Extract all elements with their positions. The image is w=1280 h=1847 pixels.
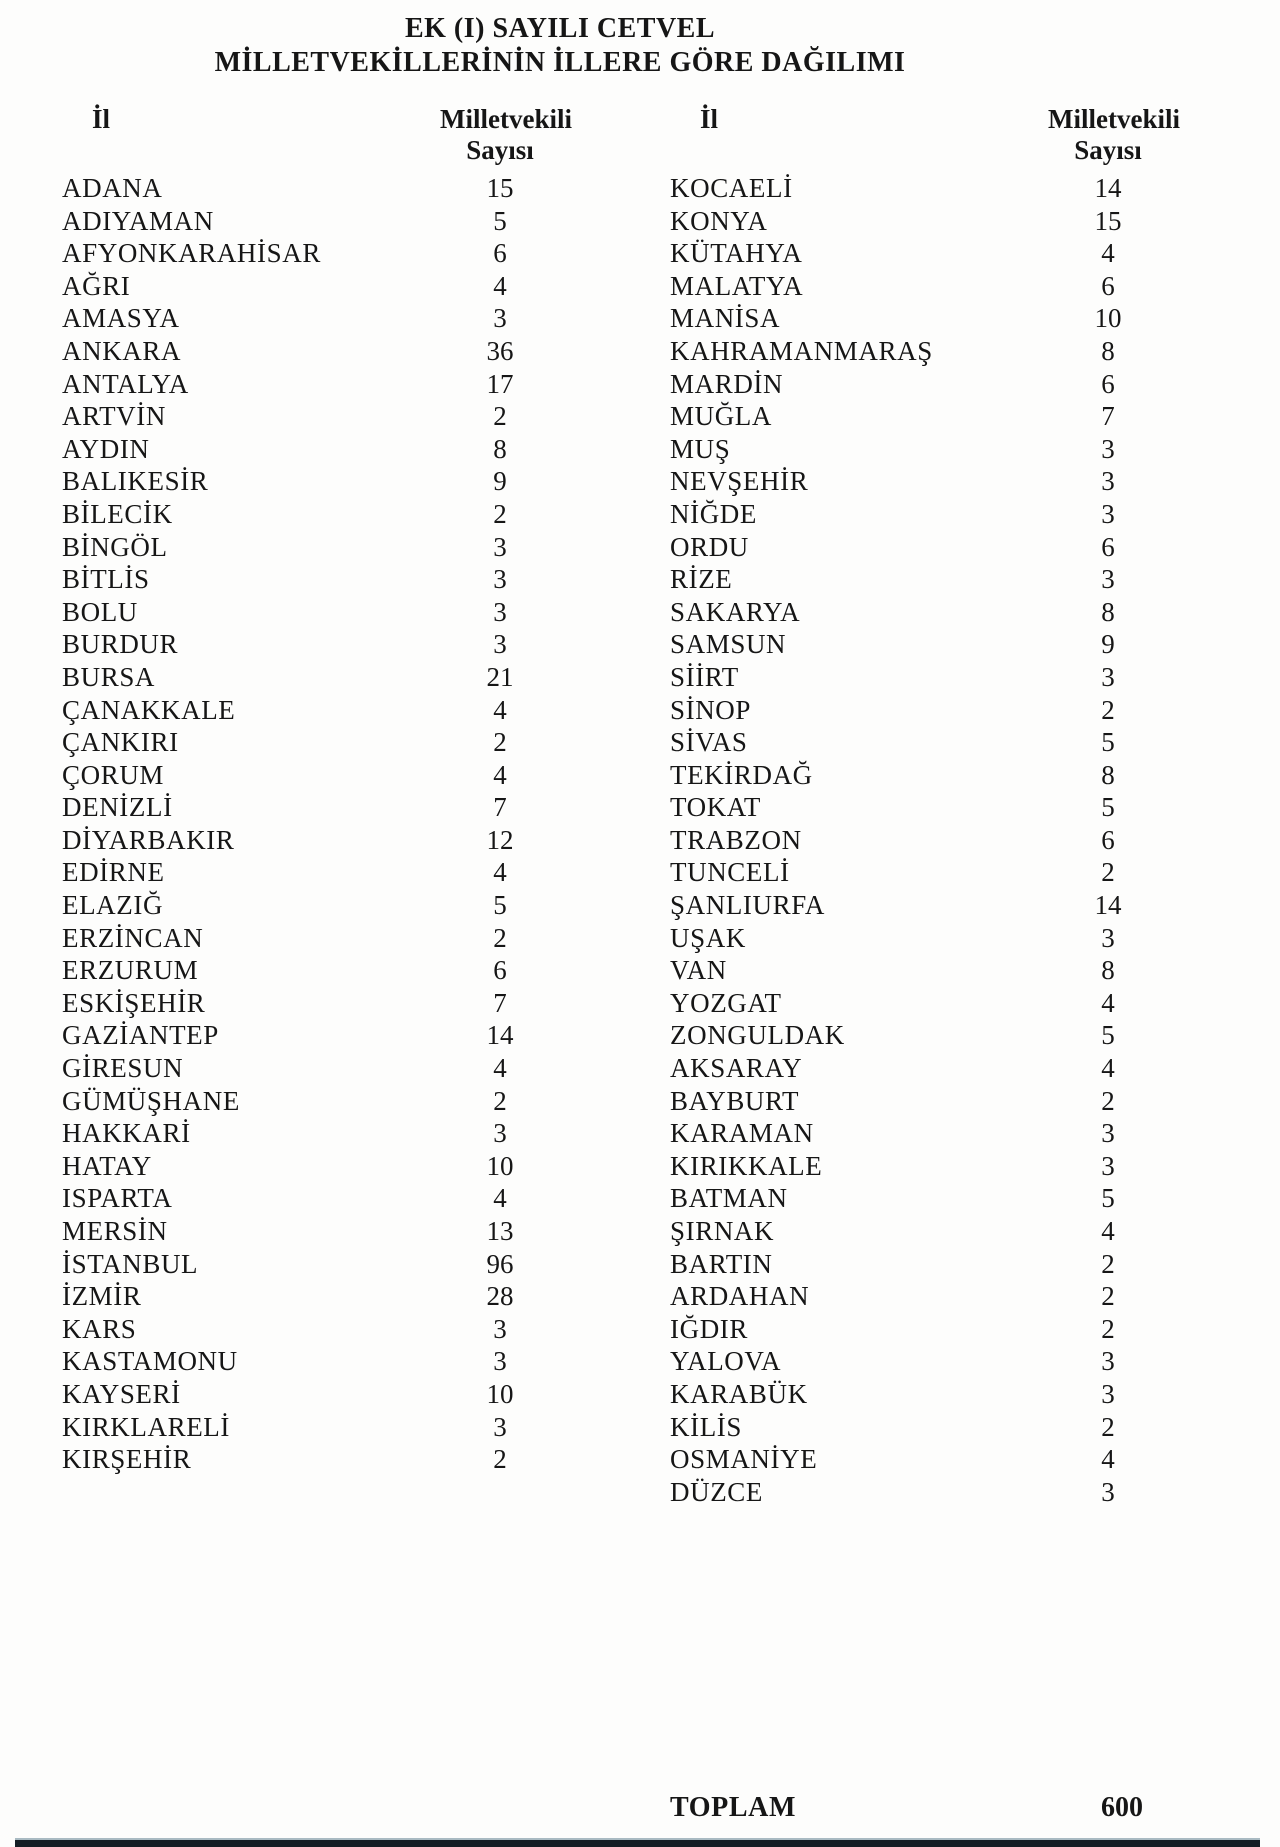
province-name: ÇANKIRI bbox=[62, 727, 179, 758]
table-row bbox=[62, 1443, 562, 1476]
province-name: DİYARBAKIR bbox=[62, 824, 235, 855]
province-name: ESKİŞEHİR bbox=[62, 987, 206, 1018]
mp-count: 3 bbox=[1101, 1476, 1115, 1507]
province-name: BATMAN bbox=[670, 1183, 788, 1214]
mp-count: 4 bbox=[493, 759, 507, 790]
mp-count: 2 bbox=[1101, 1281, 1115, 1312]
table-row bbox=[670, 954, 1170, 987]
province-name: RİZE bbox=[670, 564, 733, 595]
mp-count: 3 bbox=[493, 531, 507, 562]
table-row bbox=[670, 1345, 1170, 1378]
province-name: BARTIN bbox=[670, 1248, 773, 1279]
province-name: MALATYA bbox=[670, 270, 804, 301]
province-name: BAYBURT bbox=[670, 1085, 800, 1116]
province-name: ARDAHAN bbox=[670, 1281, 810, 1312]
column-header-province-left: İl bbox=[92, 104, 111, 134]
column-header-count-line2: Sayısı bbox=[466, 135, 534, 165]
province-name: ORDU bbox=[670, 531, 749, 562]
province-name: BALIKESİR bbox=[62, 466, 209, 497]
province-name: MARDİN bbox=[670, 368, 784, 399]
mp-count: 2 bbox=[493, 498, 507, 529]
province-name: TUNCELİ bbox=[670, 857, 790, 888]
mp-count: 9 bbox=[493, 466, 507, 497]
table-row bbox=[62, 856, 562, 889]
column-header-count-line2: Sayısı bbox=[1074, 135, 1142, 165]
mp-count: 6 bbox=[1101, 270, 1115, 301]
province-name: BOLU bbox=[62, 596, 138, 627]
table-row bbox=[62, 1150, 562, 1183]
mp-count: 3 bbox=[493, 564, 507, 595]
province-name: BİLECİK bbox=[62, 498, 173, 529]
province-name: İZMİR bbox=[62, 1281, 142, 1312]
title-line-2: MİLLETVEKİLLERİNİN İLLERE GÖRE DAĞILIMI bbox=[214, 47, 906, 78]
table-row bbox=[62, 172, 562, 205]
mp-count: 2 bbox=[1101, 1313, 1115, 1344]
province-name: KÜTAHYA bbox=[670, 238, 803, 269]
province-name: YOZGAT bbox=[670, 987, 782, 1018]
province-name: ADANA bbox=[62, 173, 163, 203]
table-row bbox=[62, 1345, 562, 1378]
mp-count: 2 bbox=[1101, 1248, 1115, 1279]
mp-count: 3 bbox=[493, 1313, 507, 1344]
column-header-count-line1: Milletvekili bbox=[1048, 104, 1180, 134]
table-row bbox=[62, 694, 562, 727]
mp-count: 2 bbox=[1101, 1411, 1115, 1442]
mp-count: 4 bbox=[1101, 238, 1115, 269]
table-row bbox=[670, 1443, 1170, 1476]
province-name: ÇORUM bbox=[62, 759, 165, 790]
province-name: DENİZLİ bbox=[62, 792, 173, 823]
table-row bbox=[62, 1052, 562, 1085]
table-row bbox=[670, 1052, 1170, 1085]
table-row bbox=[670, 1215, 1170, 1248]
table-row bbox=[670, 1085, 1170, 1118]
province-name: DÜZCE bbox=[670, 1476, 763, 1507]
mp-count: 2 bbox=[493, 922, 507, 953]
province-name: SAMSUN bbox=[670, 629, 787, 660]
table-row bbox=[62, 596, 562, 629]
mp-count: 7 bbox=[493, 792, 507, 823]
table-row bbox=[670, 368, 1170, 401]
right-column-rows bbox=[670, 172, 1170, 1508]
mp-count: 9 bbox=[1101, 629, 1115, 660]
province-name: IĞDIR bbox=[670, 1313, 748, 1344]
table-row bbox=[62, 954, 562, 987]
mp-count: 7 bbox=[1101, 401, 1115, 432]
mp-count: 8 bbox=[493, 433, 507, 464]
province-name: KİLİS bbox=[670, 1411, 742, 1442]
province-name: KARAMAN bbox=[670, 1118, 814, 1149]
table-row bbox=[62, 1280, 562, 1313]
mp-count: 3 bbox=[493, 629, 507, 660]
province-name: KAYSERİ bbox=[62, 1378, 181, 1409]
mp-count: 4 bbox=[493, 1053, 507, 1084]
mp-count: 3 bbox=[1101, 466, 1115, 497]
table-row bbox=[62, 889, 562, 922]
province-name: KAHRAMANMARAŞ bbox=[670, 335, 933, 366]
province-name: VAN bbox=[670, 955, 727, 986]
mp-count: 2 bbox=[493, 401, 507, 432]
mp-count: 3 bbox=[1101, 661, 1115, 692]
province-name: KARABÜK bbox=[670, 1378, 808, 1409]
table-row bbox=[670, 1150, 1170, 1183]
table-row bbox=[62, 433, 562, 466]
mp-count: 3 bbox=[493, 1411, 507, 1442]
table-row bbox=[670, 1019, 1170, 1052]
mp-count: 3 bbox=[493, 303, 507, 334]
table-row bbox=[62, 205, 562, 238]
mp-count: 6 bbox=[493, 955, 507, 986]
column-header-count-left bbox=[440, 104, 572, 166]
table-row bbox=[62, 824, 562, 857]
mp-count: 4 bbox=[1101, 987, 1115, 1018]
province-name: BURDUR bbox=[62, 629, 179, 660]
province-name: KIRIKKALE bbox=[670, 1150, 823, 1181]
mp-count: 96 bbox=[486, 1248, 514, 1279]
province-name: ELAZIĞ bbox=[62, 890, 164, 921]
mp-count: 5 bbox=[493, 890, 507, 921]
mp-count: 10 bbox=[1094, 303, 1122, 334]
province-name: KOCAELİ bbox=[670, 173, 793, 203]
province-name: KIRŞEHİR bbox=[62, 1444, 192, 1475]
mp-count: 3 bbox=[1101, 922, 1115, 953]
table-row bbox=[62, 270, 562, 303]
table-row bbox=[670, 824, 1170, 857]
mp-count: 21 bbox=[486, 661, 514, 692]
mp-count: 3 bbox=[1101, 1378, 1115, 1409]
table-row bbox=[670, 400, 1170, 433]
column-header-count-right bbox=[1048, 104, 1180, 166]
mp-count: 4 bbox=[493, 1183, 507, 1214]
mp-count: 14 bbox=[1094, 890, 1122, 921]
mp-count: 2 bbox=[493, 1444, 507, 1475]
province-name: GAZİANTEP bbox=[62, 1020, 219, 1051]
table-row bbox=[670, 465, 1170, 498]
province-name: ERZİNCAN bbox=[62, 922, 204, 953]
total-value: 600 bbox=[1101, 1792, 1143, 1824]
table-row bbox=[62, 1313, 562, 1346]
province-name: HAKKARİ bbox=[62, 1118, 191, 1149]
table-row bbox=[62, 791, 562, 824]
province-name: BİTLİS bbox=[62, 564, 150, 595]
table-row bbox=[670, 694, 1170, 727]
province-name: TEKİRDAĞ bbox=[670, 759, 813, 790]
province-name: ŞIRNAK bbox=[670, 1216, 775, 1246]
province-name: ARTVİN bbox=[62, 401, 166, 432]
table-row bbox=[670, 270, 1170, 303]
table-row bbox=[670, 1117, 1170, 1150]
mp-count: 3 bbox=[493, 1118, 507, 1149]
mp-count: 3 bbox=[1101, 1150, 1115, 1181]
province-name: AKSARAY bbox=[670, 1053, 803, 1084]
province-name: NEVŞEHİR bbox=[670, 466, 809, 497]
province-name: SİVAS bbox=[670, 727, 748, 758]
table-row bbox=[62, 922, 562, 955]
table-row bbox=[670, 237, 1170, 270]
mp-count: 15 bbox=[1094, 205, 1122, 236]
mp-count: 3 bbox=[1101, 564, 1115, 595]
table-row bbox=[62, 1117, 562, 1150]
total-row bbox=[670, 1791, 1170, 1825]
mp-count: 5 bbox=[1101, 727, 1115, 758]
province-name: TOKAT bbox=[670, 792, 762, 823]
table-row bbox=[62, 368, 562, 401]
document-title bbox=[0, 12, 1120, 80]
province-name: ÇANAKKALE bbox=[62, 694, 236, 725]
mp-count: 12 bbox=[486, 824, 514, 855]
table-row bbox=[670, 726, 1170, 759]
table-row bbox=[670, 987, 1170, 1020]
mp-count: 14 bbox=[486, 1020, 514, 1051]
table-row bbox=[670, 1248, 1170, 1281]
mp-count: 6 bbox=[1101, 531, 1115, 562]
province-name: ANTALYA bbox=[62, 368, 189, 399]
mp-count: 8 bbox=[1101, 596, 1115, 627]
table-row bbox=[670, 759, 1170, 792]
mp-count: 3 bbox=[1101, 498, 1115, 529]
province-name: ERZURUM bbox=[62, 955, 199, 986]
title-line-1: EK (I) SAYILI CETVEL bbox=[404, 13, 716, 44]
mp-count: 3 bbox=[1101, 433, 1115, 464]
province-name: AYDIN bbox=[62, 433, 150, 464]
province-name: BİNGÖL bbox=[62, 531, 168, 562]
mp-count: 4 bbox=[1101, 1444, 1115, 1475]
table-row bbox=[62, 531, 562, 564]
table-row bbox=[62, 987, 562, 1020]
table-row bbox=[670, 1182, 1170, 1215]
table-row bbox=[670, 205, 1170, 238]
mp-count: 4 bbox=[1101, 1216, 1115, 1246]
province-name: YALOVA bbox=[670, 1346, 782, 1377]
table-row bbox=[670, 922, 1170, 955]
province-name: EDİRNE bbox=[62, 857, 165, 888]
table-row bbox=[670, 531, 1170, 564]
table-row bbox=[670, 791, 1170, 824]
province-name: AMASYA bbox=[62, 303, 180, 334]
column-header-province-right: İl bbox=[700, 104, 719, 134]
left-column-rows bbox=[62, 172, 562, 1476]
mp-count: 14 bbox=[1094, 173, 1122, 203]
province-name: ADIYAMAN bbox=[62, 205, 214, 236]
province-name: GÜMÜŞHANE bbox=[62, 1085, 240, 1116]
table-row bbox=[670, 596, 1170, 629]
province-name: BURSA bbox=[62, 661, 156, 692]
province-name: İSTANBUL bbox=[62, 1248, 199, 1279]
mp-count: 3 bbox=[1101, 1346, 1115, 1377]
mp-count: 4 bbox=[493, 270, 507, 301]
table-row bbox=[62, 759, 562, 792]
province-name: KASTAMONU bbox=[62, 1346, 238, 1377]
table-row bbox=[62, 1215, 562, 1248]
table-row bbox=[62, 498, 562, 531]
table-row bbox=[62, 1182, 562, 1215]
column-header-count-line1: Milletvekili bbox=[440, 104, 572, 134]
province-name: GİRESUN bbox=[62, 1053, 184, 1084]
table-row bbox=[62, 1085, 562, 1118]
table-row bbox=[62, 661, 562, 694]
province-name: SAKARYA bbox=[670, 596, 801, 627]
province-table-right bbox=[670, 104, 1180, 1825]
table-header-left bbox=[62, 104, 572, 166]
province-name: ZONGULDAK bbox=[670, 1020, 845, 1051]
table-row bbox=[670, 172, 1170, 205]
mp-count: 8 bbox=[1101, 335, 1115, 366]
province-name: AFYONKARAHİSAR bbox=[62, 238, 321, 269]
province-name: MUŞ bbox=[670, 433, 731, 464]
table-row bbox=[62, 335, 562, 368]
table-row bbox=[62, 1378, 562, 1411]
table-row bbox=[670, 335, 1170, 368]
province-name: ISPARTA bbox=[62, 1183, 173, 1214]
mp-count: 6 bbox=[1101, 824, 1115, 855]
province-table-left bbox=[62, 104, 572, 1476]
table-row bbox=[62, 302, 562, 335]
mp-count: 3 bbox=[493, 596, 507, 627]
table-row bbox=[670, 889, 1170, 922]
province-name: HATAY bbox=[62, 1150, 152, 1181]
table-row bbox=[670, 563, 1170, 596]
province-name: UŞAK bbox=[670, 922, 746, 953]
table-row bbox=[62, 1019, 562, 1052]
province-name: MANİSA bbox=[670, 303, 781, 334]
mp-count: 5 bbox=[1101, 1020, 1115, 1051]
total-label: TOPLAM bbox=[670, 1792, 796, 1824]
mp-count: 6 bbox=[1101, 368, 1115, 399]
province-name: SİİRT bbox=[670, 661, 739, 692]
mp-count: 5 bbox=[1101, 792, 1115, 823]
mp-count: 5 bbox=[1101, 1183, 1115, 1214]
table-row bbox=[62, 1248, 562, 1281]
mp-count: 28 bbox=[486, 1281, 514, 1312]
table-row bbox=[670, 856, 1170, 889]
mp-count: 10 bbox=[486, 1150, 514, 1181]
mp-count: 2 bbox=[493, 727, 507, 758]
table-row bbox=[670, 1378, 1170, 1411]
mp-count: 7 bbox=[493, 987, 507, 1018]
mp-count: 3 bbox=[1101, 1118, 1115, 1149]
mp-count: 2 bbox=[493, 1085, 507, 1116]
mp-count: 3 bbox=[493, 1346, 507, 1377]
mp-count: 5 bbox=[493, 205, 507, 236]
mp-count: 4 bbox=[493, 857, 507, 888]
mp-count: 13 bbox=[486, 1216, 514, 1246]
table-row bbox=[62, 400, 562, 433]
province-name: KIRKLARELİ bbox=[62, 1411, 230, 1442]
table-row bbox=[62, 563, 562, 596]
mp-count: 17 bbox=[486, 368, 514, 399]
province-name: KARS bbox=[62, 1313, 137, 1344]
table-row bbox=[670, 1476, 1170, 1509]
mp-count: 8 bbox=[1101, 759, 1115, 790]
mp-count: 36 bbox=[486, 335, 514, 366]
province-name: MUĞLA bbox=[670, 401, 772, 432]
table-row bbox=[62, 628, 562, 661]
province-name: NİĞDE bbox=[670, 498, 757, 529]
table-row bbox=[62, 237, 562, 270]
mp-count: 10 bbox=[486, 1378, 514, 1409]
mp-count: 2 bbox=[1101, 1085, 1115, 1116]
table-row bbox=[62, 726, 562, 759]
mp-count: 4 bbox=[493, 694, 507, 725]
table-row bbox=[670, 433, 1170, 466]
province-name: TRABZON bbox=[670, 824, 802, 855]
province-name: ANKARA bbox=[62, 335, 182, 366]
mp-count: 2 bbox=[1101, 694, 1115, 725]
table-row bbox=[670, 302, 1170, 335]
province-name: AĞRI bbox=[62, 270, 131, 301]
table-row bbox=[62, 1411, 562, 1444]
province-name: ŞANLIURFA bbox=[670, 890, 825, 921]
mp-count: 6 bbox=[493, 238, 507, 269]
table-row bbox=[670, 628, 1170, 661]
mp-count: 8 bbox=[1101, 955, 1115, 986]
province-name: SİNOP bbox=[670, 694, 752, 725]
table-row bbox=[670, 1313, 1170, 1346]
table-row bbox=[670, 661, 1170, 694]
province-name: OSMANİYE bbox=[670, 1444, 818, 1475]
table-row bbox=[670, 498, 1170, 531]
table-row bbox=[670, 1280, 1170, 1313]
province-name: KONYA bbox=[670, 205, 768, 236]
bottom-scan-line bbox=[15, 1838, 1260, 1847]
table-row bbox=[670, 1411, 1170, 1444]
mp-count: 15 bbox=[486, 173, 514, 203]
mp-count: 4 bbox=[1101, 1053, 1115, 1084]
table-row bbox=[62, 465, 562, 498]
table-header-right bbox=[670, 104, 1180, 166]
mp-count: 2 bbox=[1101, 857, 1115, 888]
province-name: MERSİN bbox=[62, 1216, 168, 1246]
